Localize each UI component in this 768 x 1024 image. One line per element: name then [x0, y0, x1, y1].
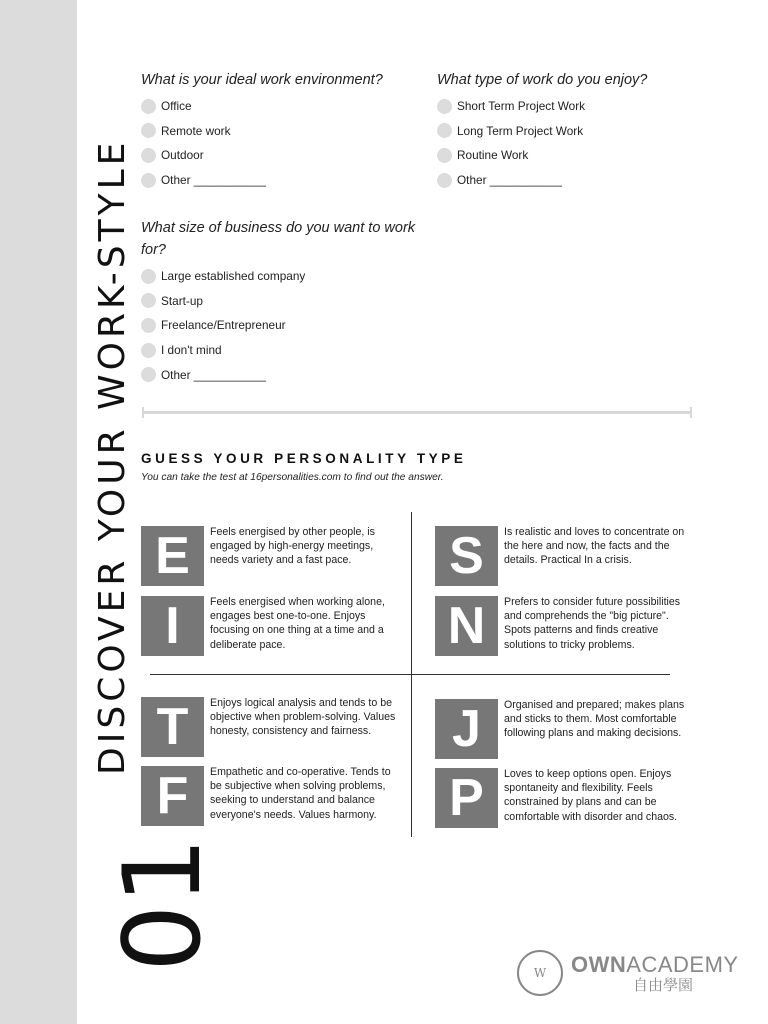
- type-description: Feels energised when working alone, engages best one-to-one. Enjoys focusing on one thing at a time and a deliberate pace.: [210, 596, 385, 651]
- type-e: [141, 526, 398, 586]
- type-description: Feels energised by other people, is engaged by high-energy meetings, needs variety and a fast pace.: [210, 526, 375, 567]
- option-start-up[interactable]: [141, 289, 416, 314]
- option-label: Routine Work: [457, 148, 529, 163]
- question-work-type: [437, 69, 727, 192]
- type-description: Organised and prepared; makes plans and sticks to them. Most comfortable following plans and making decisions.: [504, 699, 685, 740]
- type-i: [141, 596, 398, 656]
- type-s: [435, 526, 692, 586]
- type-f: [141, 766, 398, 826]
- radio-icon[interactable]: [437, 123, 452, 138]
- option-outdoor[interactable]: [141, 143, 431, 168]
- letter-box: S: [435, 526, 498, 586]
- radio-icon[interactable]: [141, 318, 156, 333]
- radio-icon[interactable]: [141, 343, 156, 358]
- question-work-environment: [141, 69, 431, 192]
- option-label: Outdoor: [161, 148, 204, 163]
- option-label: Start-up: [161, 293, 203, 308]
- type-description: Prefers to consider future possibilities and comprehends the "big picture". Spots patterns and finds creative solutions to tricky problems.: [504, 596, 681, 651]
- option-label: Large established company: [161, 269, 306, 284]
- radio-icon[interactable]: [437, 99, 452, 114]
- radio-icon[interactable]: [141, 293, 156, 308]
- option-dont-mind[interactable]: [141, 338, 416, 363]
- own-academy-logo: [517, 950, 739, 996]
- type-n: [435, 596, 692, 656]
- option-label: Freelance/Entrepreneur: [161, 318, 286, 333]
- radio-icon[interactable]: [141, 173, 156, 188]
- option-freelance[interactable]: [141, 313, 416, 338]
- personality-title: GUESS YOUR PERSONALITY TYPE: [141, 451, 467, 466]
- question-business-size: [141, 217, 416, 387]
- radio-icon[interactable]: [437, 148, 452, 163]
- option-label: Office: [161, 99, 192, 114]
- type-description: Loves to keep options open. Enjoys spontaneity and flexibility. Feels constrained by plans and can be comfortable with disorder and chaos.: [504, 768, 678, 823]
- page-title: DISCOVER YOUR WORK-STYLE: [92, 138, 133, 775]
- option-remote-work[interactable]: [141, 119, 431, 144]
- type-description: Enjoys logical analysis and tends to be objective when problem-solving. Values honesty, consistency and fairness.: [210, 697, 396, 738]
- option-label: Other ___________: [161, 173, 266, 188]
- option-large-company[interactable]: [141, 264, 416, 289]
- letter-box: P: [435, 768, 498, 828]
- radio-icon[interactable]: [141, 99, 156, 114]
- radio-icon[interactable]: [141, 123, 156, 138]
- radio-icon[interactable]: [141, 367, 156, 382]
- letter-box: J: [435, 699, 498, 759]
- radio-icon[interactable]: [437, 173, 452, 188]
- question-title: What size of business do you want to work for?: [141, 220, 416, 258]
- option-short-term[interactable]: [437, 94, 727, 119]
- option-label: Remote work: [161, 123, 231, 138]
- type-j: [435, 699, 692, 759]
- letter-box: E: [141, 526, 204, 586]
- option-other[interactable]: [141, 362, 416, 387]
- type-t: [141, 697, 398, 757]
- letter-box: F: [141, 766, 204, 826]
- section-divider: [142, 411, 692, 414]
- option-label: Long Term Project Work: [457, 123, 584, 138]
- option-label: I don't mind: [161, 343, 222, 358]
- option-other[interactable]: [141, 168, 431, 193]
- option-office[interactable]: [141, 94, 431, 119]
- option-long-term[interactable]: [437, 119, 727, 144]
- type-p: [435, 768, 692, 828]
- option-other[interactable]: [437, 168, 727, 193]
- option-label: Other ___________: [457, 173, 562, 188]
- logo-text-bold: OWN: [571, 951, 627, 977]
- question-title: What type of work do you enjoy?: [437, 72, 648, 88]
- personality-subtitle: You can take the test at 16personalities.com to find out the answer.: [141, 472, 444, 483]
- letter-box: T: [141, 697, 204, 757]
- section-number: 01: [101, 837, 224, 972]
- option-routine[interactable]: [437, 143, 727, 168]
- question-title: What is your ideal work environment?: [141, 72, 383, 88]
- letter-box: I: [141, 596, 204, 656]
- logo-chinese-text: 自由學園: [633, 976, 694, 994]
- letter-box: N: [435, 596, 498, 656]
- option-label: Short Term Project Work: [457, 99, 586, 114]
- radio-icon[interactable]: [141, 269, 156, 284]
- type-description: Empathetic and co-operative. Tends to be subjective when solving problems, seeking to understand and balance everyone's needs. Values harmony.: [210, 766, 391, 821]
- grid-horizontal-line: [150, 674, 670, 675]
- radio-icon[interactable]: [141, 148, 156, 163]
- sidebar-band: [0, 0, 77, 1024]
- logo-text: ACADEMY: [626, 951, 739, 977]
- option-label: Other ___________: [161, 367, 266, 382]
- logo-mark-icon: W: [517, 950, 563, 996]
- type-description: Is realistic and loves to concentrate on the here and now, the facts and the details. Practical In a crisis.: [504, 526, 685, 567]
